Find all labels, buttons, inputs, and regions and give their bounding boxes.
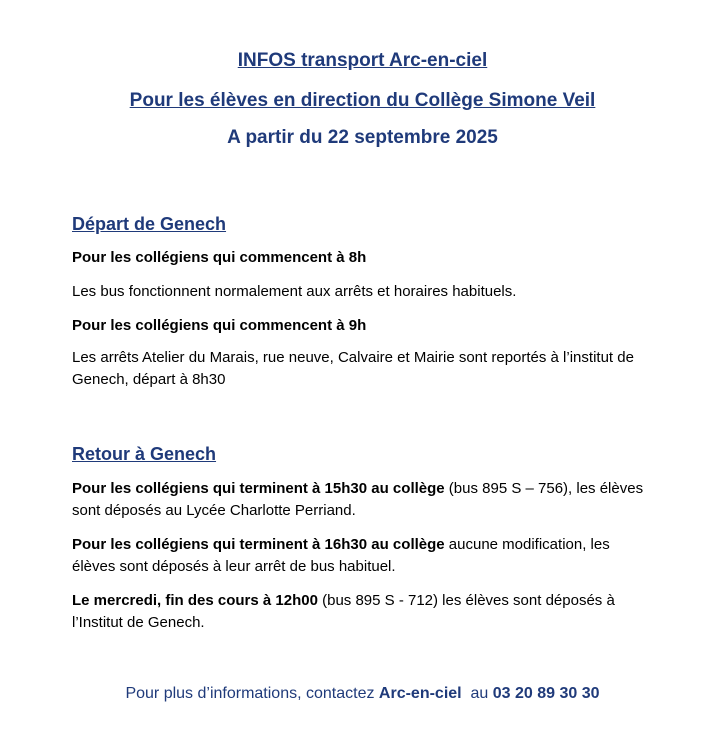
retour-heading: Retour à Genech [72,444,217,464]
depart-section [72,212,652,391]
contact-footer [0,682,725,706]
document-header [0,46,725,152]
document-title: INFOS transport Arc-en-ciel [237,50,488,71]
depart-9h-text: Les arrêts Atelier du Marais, rue neuve, Calvaire et Mairie sont reportés à l’institut de Genech, départ à 8h30 [72,349,634,388]
footer-mid: au [461,685,493,702]
retour-15h30-paragraph [72,478,652,522]
retour-section [72,442,652,646]
retour-16h30-paragraph [72,534,652,578]
document-subtitle: Pour les élèves en direction du Collège Simone Veil [129,90,596,111]
retour-15h30-rest: (bus 895 S – 756), les élèves sont déposés au Lycée Charlotte Perriand. [72,480,644,519]
depart-9h-heading: Pour les collégiens qui commencent à 9h [72,317,367,334]
footer-phone: 03 20 89 30 30 [492,685,600,702]
retour-mercredi-bold: Le mercredi, fin des cours à 12h00 [72,592,318,609]
retour-mercredi-rest: (bus 895 S - 712) les élèves sont déposés à l’Institut de Genech. [72,592,615,631]
depart-8h-heading: Pour les collégiens qui commencent à 8h [72,249,367,266]
retour-16h30-rest: aucune modification, les élèves sont déposés à leur arrêt de bus habituel. [72,536,610,575]
footer-prefix: Pour plus d’informations, contactez [125,685,379,702]
depart-8h-text: Les bus fonctionnent normalement aux arrêts et horaires habituels. [72,283,517,300]
depart-heading: Départ de Genech [72,214,227,234]
retour-15h30-bold: Pour les collégiens qui terminent à 15h30 au collège [72,480,445,497]
retour-mercredi-paragraph [72,590,652,634]
footer-org: Arc-en-ciel [378,685,462,702]
effective-date: A partir du 22 septembre 2025 [227,127,498,148]
retour-16h30-bold: Pour les collégiens qui terminent à 16h30 au collège [72,536,445,553]
